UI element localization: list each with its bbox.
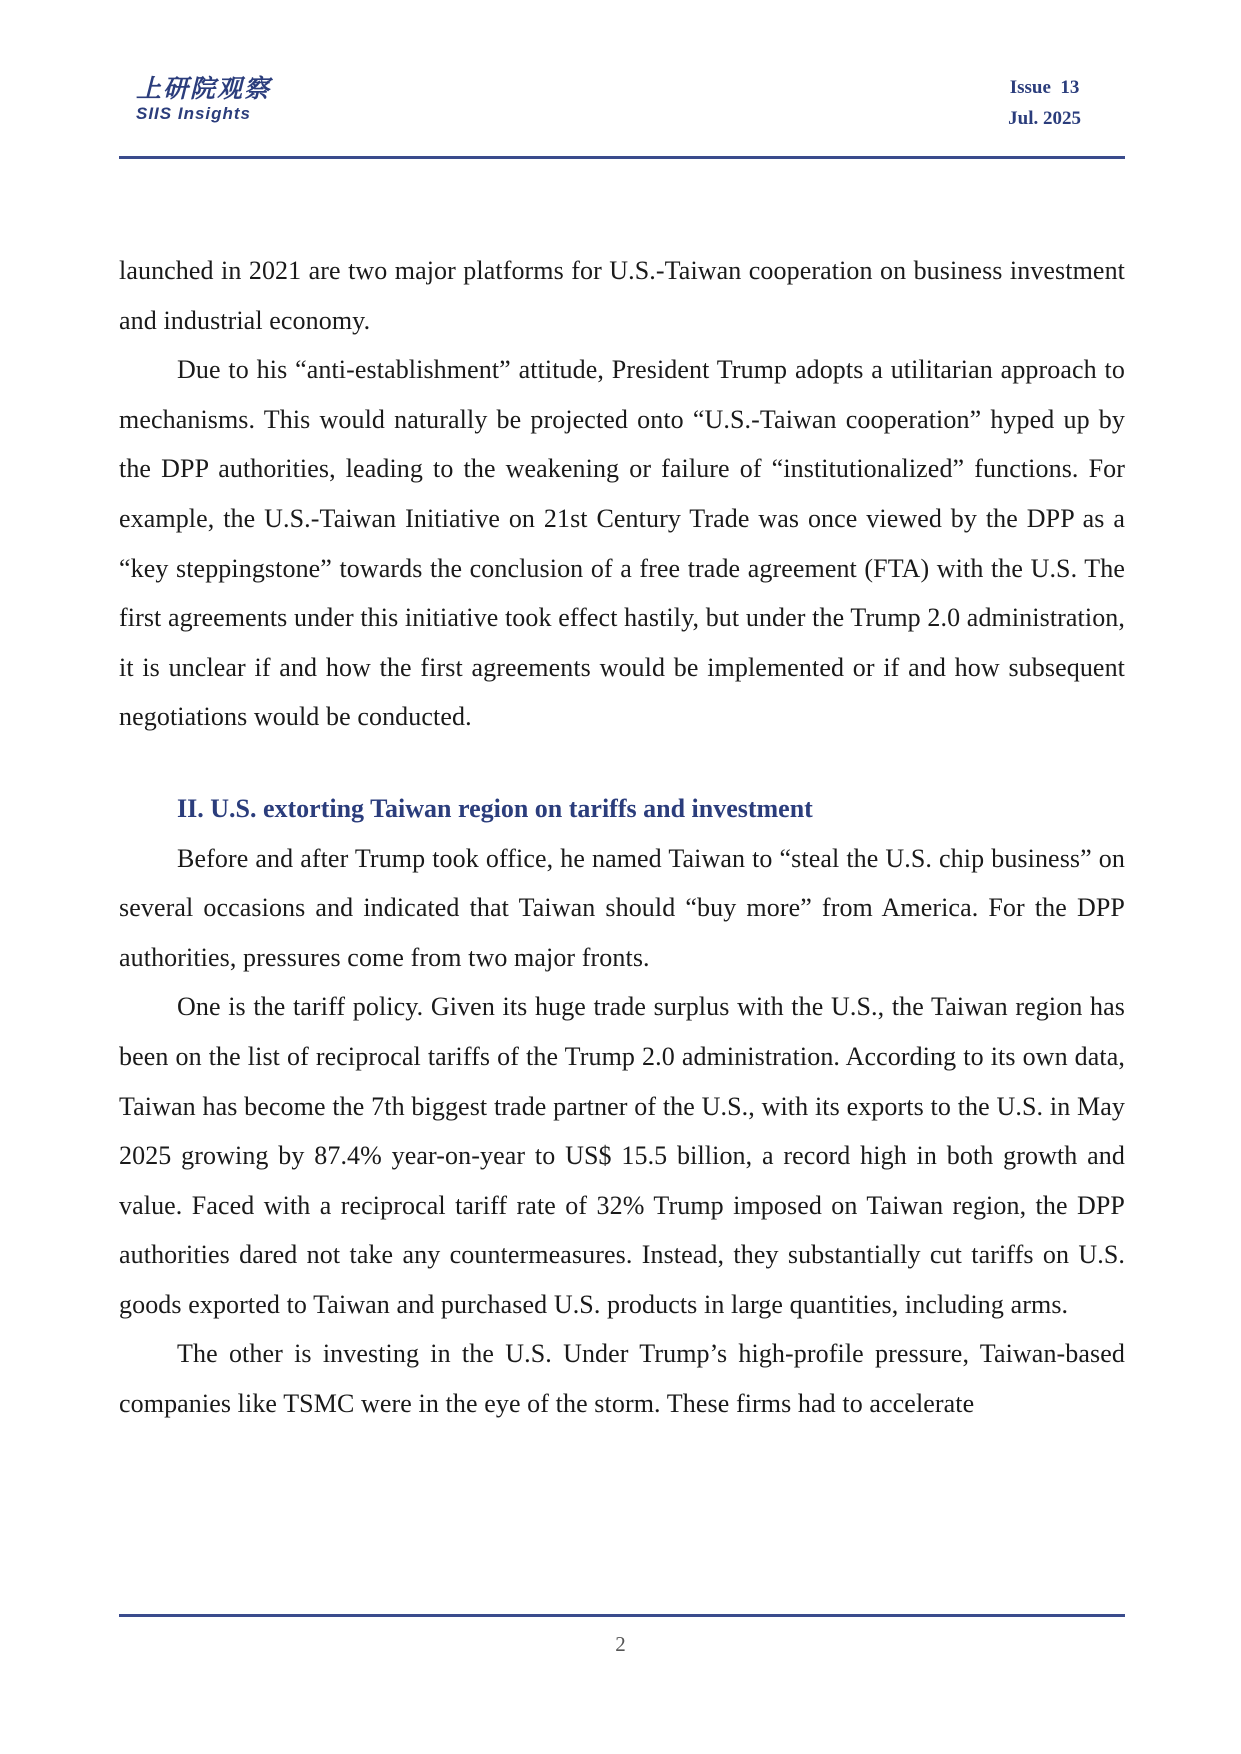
paragraph: Before and after Trump took office, he named Taiwan to “steal the U.S. chip business” on several occasions and indicated that Taiwan should “buy more” from America. For the DPP authorities, pressures come from two major fronts.	[119, 843, 1125, 972]
section-heading: II. U.S. extorting Taiwan region on tariffs and investment	[177, 793, 813, 823]
header-divider	[119, 156, 1125, 159]
section-spacer	[119, 742, 1125, 784]
page-number: 2	[615, 1632, 626, 1656]
logo-english-title: SIIS Insights	[136, 104, 252, 123]
logo-chinese-title: 上研院观察	[136, 74, 272, 103]
footer-divider	[119, 1614, 1125, 1617]
paragraph: Due to his “anti-establishment” attitude, President Trump adopts a utilitarian approach to mechanisms. This would naturally be projected onto “U.S.-Taiwan cooperation” hyped up by the DPP authorities, leading to the weakening or failure of “institutionalized” functions. For example, the U.S.-Taiwan Initiative on 21st Century Trade was once viewed by the DPP as a “key steppingstone” towards the conclusion of a free trade agreement (FTA) with the U.S. The first agreements under this initiative took effect hastily, but under the Trump 2.0 administration, it is unclear if and how the first agreements would be implemented or if and how subsequent negotiations would be conducted.	[119, 355, 1125, 732]
paragraph: launched in 2021 are two major platforms for U.S.-Taiwan cooperation on business investment and industrial economy.	[119, 256, 1125, 335]
article-body	[119, 246, 1125, 1429]
paragraph: One is the tariff policy. Given its huge trade surplus with the U.S., the Taiwan region has been on the list of reciprocal tariffs of the Trump 2.0 administration. According to its own data, Taiwan has become the 7th biggest trade partner of the U.S., with its exports to the U.S. in May 2025 growing by 87.4% year-on-year to US$ 15.5 billion, a record high in both growth and value. Faced with a reciprocal tariff rate of 32% Trump imposed on Taiwan region, the DPP authorities dared not take any countermeasures. Instead, they substantially cut tariffs on U.S. goods exported to Taiwan and purchased U.S. products in large quantities, including arms.	[119, 992, 1125, 1319]
paragraph: The other is investing in the U.S. Under Trump’s high-profile pressure, Taiwan-based companies like TSMC were in the eye of the storm. These firms had to accelerate	[119, 1339, 1125, 1419]
issue-date: Jul. 2025	[1008, 108, 1081, 129]
issue-info	[1008, 72, 1081, 134]
siis-logo	[136, 74, 436, 124]
issue-number: Issue 13	[1009, 77, 1080, 98]
